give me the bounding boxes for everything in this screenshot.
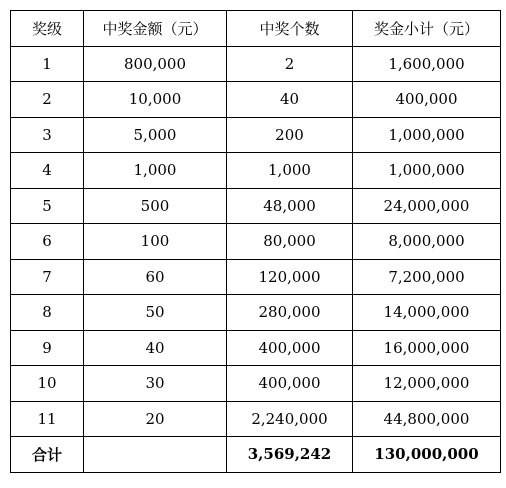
prize-table: [10, 10, 501, 473]
prize-level-cell: 11: [11, 401, 84, 437]
header-prize-subtotal: 奖金小计（元）: [353, 11, 501, 47]
table-row: [11, 401, 501, 437]
prize-subtotal-cell: 8,000,000: [353, 224, 501, 260]
prize-level-cell: 7: [11, 259, 84, 295]
total-row: [11, 437, 501, 473]
prize-amount-cell: 30: [84, 366, 227, 402]
winner-count-cell: 40: [227, 82, 353, 118]
table-row: [11, 46, 501, 82]
table-row: [11, 259, 501, 295]
table-row: [11, 366, 501, 402]
total-count: 3,569,242: [227, 437, 353, 473]
winner-count-cell: 2: [227, 46, 353, 82]
prize-subtotal-cell: 24,000,000: [353, 188, 501, 224]
prize-subtotal-cell: 1,600,000: [353, 46, 501, 82]
header-row: [11, 11, 501, 47]
winner-count-cell: 2,240,000: [227, 401, 353, 437]
prize-amount-cell: 800,000: [84, 46, 227, 82]
prize-amount-cell: 40: [84, 330, 227, 366]
prize-amount-cell: 5,000: [84, 117, 227, 153]
header-prize-level: 奖级: [11, 11, 84, 47]
prize-subtotal-cell: 14,000,000: [353, 295, 501, 331]
total-subtotal: 130,000,000: [353, 437, 501, 473]
winner-count-cell: 48,000: [227, 188, 353, 224]
winner-count-cell: 400,000: [227, 330, 353, 366]
prize-level-cell: 4: [11, 153, 84, 189]
table-row: [11, 224, 501, 260]
winner-count-cell: 400,000: [227, 366, 353, 402]
winner-count-cell: 280,000: [227, 295, 353, 331]
table-row: [11, 295, 501, 331]
prize-level-cell: 8: [11, 295, 84, 331]
prize-subtotal-cell: 12,000,000: [353, 366, 501, 402]
prize-subtotal-cell: 16,000,000: [353, 330, 501, 366]
prize-subtotal-cell: 1,000,000: [353, 153, 501, 189]
table-row: [11, 117, 501, 153]
prize-subtotal-cell: 7,200,000: [353, 259, 501, 295]
table-row: [11, 188, 501, 224]
prize-level-cell: 1: [11, 46, 84, 82]
winner-count-cell: 1,000: [227, 153, 353, 189]
prize-subtotal-cell: 400,000: [353, 82, 501, 118]
prize-amount-cell: 60: [84, 259, 227, 295]
prize-level-cell: 3: [11, 117, 84, 153]
prize-level-cell: 9: [11, 330, 84, 366]
header-winner-count: 中奖个数: [227, 11, 353, 47]
total-label: 合计: [11, 437, 84, 473]
winner-count-cell: 200: [227, 117, 353, 153]
prize-subtotal-cell: 44,800,000: [353, 401, 501, 437]
winner-count-cell: 120,000: [227, 259, 353, 295]
table-row: [11, 330, 501, 366]
header-prize-amount: 中奖金额（元）: [84, 11, 227, 47]
prize-level-cell: 6: [11, 224, 84, 260]
prize-amount-cell: 100: [84, 224, 227, 260]
total-amount-cell: [84, 437, 227, 473]
winner-count-cell: 80,000: [227, 224, 353, 260]
prize-level-cell: 10: [11, 366, 84, 402]
prize-amount-cell: 10,000: [84, 82, 227, 118]
table-row: [11, 153, 501, 189]
prize-amount-cell: 500: [84, 188, 227, 224]
prize-subtotal-cell: 1,000,000: [353, 117, 501, 153]
table-body: [11, 46, 501, 472]
prize-amount-cell: 20: [84, 401, 227, 437]
prize-amount-cell: 50: [84, 295, 227, 331]
prize-level-cell: 5: [11, 188, 84, 224]
prize-level-cell: 2: [11, 82, 84, 118]
table-row: [11, 82, 501, 118]
prize-amount-cell: 1,000: [84, 153, 227, 189]
